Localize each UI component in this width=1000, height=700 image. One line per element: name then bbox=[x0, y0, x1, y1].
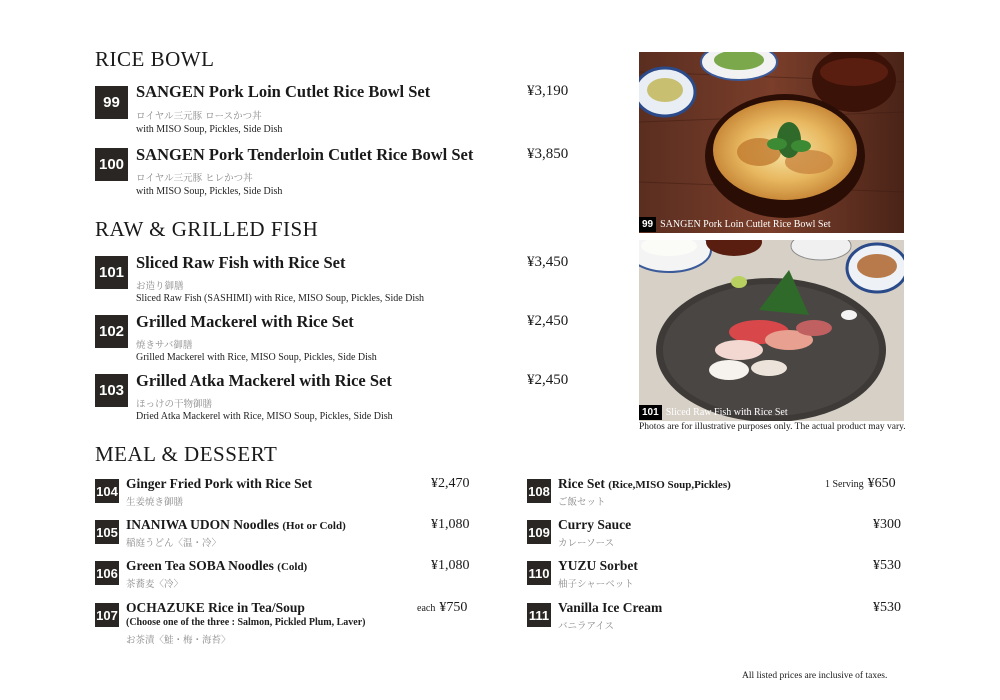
section-title-rice-bowl: RICE BOWL bbox=[95, 47, 215, 71]
caption-number: 101 bbox=[639, 405, 662, 420]
item-badge: 100 bbox=[95, 148, 128, 181]
item-name: SANGEN Pork Loin Cutlet Rice Bowl Set bbox=[136, 82, 431, 101]
item-badge: 101 bbox=[95, 256, 128, 289]
item-name-text: Rice Set bbox=[558, 476, 605, 491]
item-name bbox=[126, 517, 346, 533]
item-name: Ginger Fried Pork with Rice Set bbox=[126, 476, 313, 491]
photo-caption bbox=[639, 215, 831, 233]
item-price: ¥3,450 bbox=[527, 254, 569, 270]
item-name-note: (Cold) bbox=[277, 561, 308, 573]
item-price: ¥1,080 bbox=[431, 517, 470, 532]
item-price: ¥3,850 bbox=[527, 146, 569, 162]
photo-caption bbox=[639, 403, 788, 421]
item-name: Curry Sauce bbox=[558, 517, 632, 532]
price-value: ¥650 bbox=[867, 476, 896, 491]
price-prefix: each bbox=[417, 603, 436, 614]
item-badge: 106 bbox=[95, 561, 119, 585]
sashimi-set-image bbox=[639, 240, 904, 421]
item-description: Dried Atka Mackerel with Rice, MISO Soup, Pickles, Side Dish bbox=[136, 411, 393, 422]
item-name bbox=[126, 558, 307, 574]
caption-text: SANGEN Pork Loin Cutlet Rice Bowl Set bbox=[660, 218, 831, 230]
item-price: ¥530 bbox=[873, 600, 901, 615]
item-badge: 99 bbox=[95, 86, 128, 119]
item-description: Grilled Mackerel with Rice, MISO Soup, Pickles, Side Dish bbox=[136, 352, 377, 363]
item-jp-name: カレーソース bbox=[558, 538, 615, 549]
item-jp-name: 稲庭うどん〈温・冷〉 bbox=[126, 538, 222, 549]
item-name: Grilled Mackerel with Rice Set bbox=[136, 312, 354, 331]
item-name: SANGEN Pork Tenderloin Cutlet Rice Bowl Set bbox=[136, 145, 474, 164]
section-title-raw-grilled-fish: RAW & GRILLED FISH bbox=[95, 217, 319, 241]
section-title-meal-dessert: MEAL & DESSERT bbox=[95, 442, 278, 466]
item-description: with MISO Soup, Pickles, Side Dish bbox=[136, 124, 283, 135]
item-badge: 103 bbox=[95, 374, 128, 407]
item-name: YUZU Sorbet bbox=[558, 558, 638, 573]
item-name-note: (Hot or Cold) bbox=[282, 520, 346, 532]
item-price: ¥300 bbox=[873, 517, 901, 532]
item-jp-name: 柚子シャーベット bbox=[558, 579, 634, 590]
item-badge: 102 bbox=[95, 315, 128, 348]
item-jp-name: バニラアイス bbox=[558, 621, 615, 632]
item-price: ¥2,450 bbox=[527, 313, 569, 329]
item-options: (Choose one of the three : Salmon, Pickled Plum, Laver) bbox=[126, 617, 366, 628]
item-name: Sliced Raw Fish with Rice Set bbox=[136, 253, 346, 272]
item-jp-name: 焼きサバ御膳 bbox=[136, 340, 193, 351]
item-name: OCHAZUKE Rice in Tea/Soup bbox=[126, 600, 305, 615]
item-price bbox=[825, 476, 896, 492]
photo-sashimi-set bbox=[639, 240, 904, 421]
item-name-text: INANIWA UDON Noodles bbox=[126, 517, 280, 532]
item-jp-name: ロイヤル三元豚 ヒレかつ丼 bbox=[136, 173, 253, 184]
photo-disclaimer: Photos are for illustrative purposes only. The actual product may vary. bbox=[639, 422, 906, 432]
item-name: Vanilla Ice Cream bbox=[558, 600, 663, 615]
item-name bbox=[558, 476, 731, 492]
item-jp-name: お造り御膳 bbox=[136, 281, 184, 292]
item-price: ¥2,450 bbox=[527, 372, 569, 388]
item-jp-name: ロイヤル三元豚 ロースかつ丼 bbox=[136, 111, 262, 122]
caption-number: 99 bbox=[639, 217, 656, 232]
item-jp-name: お茶漬〈鮭・梅・海苔〉 bbox=[126, 635, 231, 646]
photo-pork-cutlet-bowl bbox=[639, 52, 904, 233]
item-price: ¥2,470 bbox=[431, 476, 470, 491]
item-badge: 104 bbox=[95, 479, 119, 503]
item-badge: 111 bbox=[527, 603, 551, 627]
item-jp-name: ほっけの干物御膳 bbox=[136, 399, 213, 410]
item-name-note: (Rice,MISO Soup,Pickles) bbox=[608, 479, 731, 491]
caption-text: Sliced Raw Fish with Rice Set bbox=[665, 406, 788, 418]
item-name: Grilled Atka Mackerel with Rice Set bbox=[136, 371, 392, 390]
item-badge: 105 bbox=[95, 520, 119, 544]
item-price: ¥3,190 bbox=[527, 83, 569, 99]
item-price bbox=[417, 600, 467, 616]
item-badge: 110 bbox=[527, 561, 551, 585]
item-description: Sliced Raw Fish (SASHIMI) with Rice, MISO Soup, Pickles, Side Dish bbox=[136, 293, 425, 304]
item-name-text: Green Tea SOBA Noodles bbox=[126, 558, 274, 573]
item-price: ¥1,080 bbox=[431, 558, 470, 573]
item-badge: 107 bbox=[95, 603, 119, 627]
item-price: ¥530 bbox=[873, 558, 901, 573]
price-prefix: 1 Serving bbox=[825, 479, 864, 490]
item-badge: 109 bbox=[527, 520, 551, 544]
item-badge: 108 bbox=[527, 479, 551, 503]
item-jp-name: 茶蕎麦〈冷〉 bbox=[126, 579, 184, 590]
item-jp-name: 生姜焼き御膳 bbox=[126, 497, 184, 508]
pork-cutlet-bowl-image bbox=[639, 52, 904, 233]
tax-note: All listed prices are inclusive of taxes. bbox=[742, 671, 888, 681]
price-value: ¥750 bbox=[439, 600, 468, 615]
item-description: with MISO Soup, Pickles, Side Dish bbox=[136, 186, 283, 197]
item-jp-name: ご飯セット bbox=[558, 497, 606, 508]
